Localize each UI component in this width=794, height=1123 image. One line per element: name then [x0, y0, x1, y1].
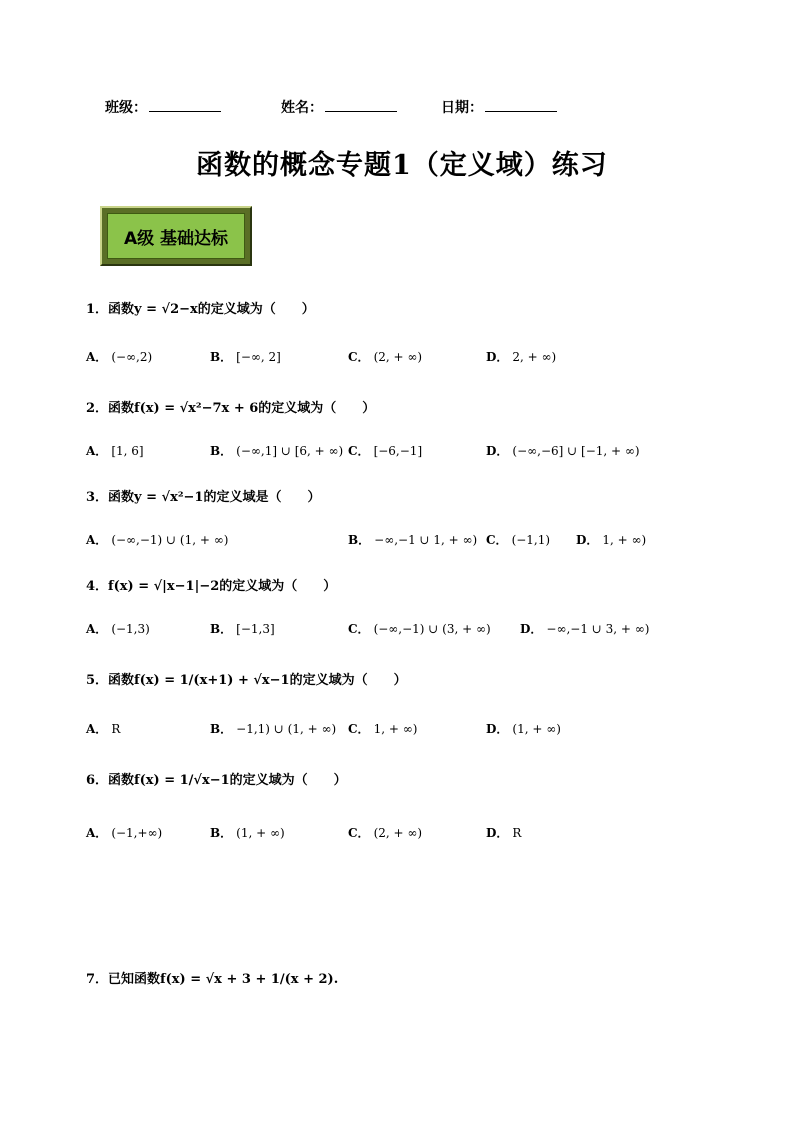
option-text: (−∞,−6] ∪ [−1, + ∞) [512, 444, 640, 458]
question-3-stem: 3．函数y = √x²−1的定义域是（ ） [86, 490, 321, 505]
question-3-option-b [348, 531, 477, 548]
question-6-option-b [210, 824, 285, 841]
option-label: A． [86, 533, 108, 547]
question-4-option-a [86, 620, 150, 637]
question-6-option-c [348, 824, 422, 841]
date-field [441, 97, 557, 117]
question-2-stem: 2．函数f(x) = √x²−7x + 6的定义域为（ ） [86, 401, 376, 416]
option-label: D． [520, 622, 543, 636]
option-label: A． [86, 444, 108, 458]
question-3-option-c [486, 531, 550, 548]
option-text: (−1,1) [511, 533, 551, 547]
question-5-option-d [486, 720, 561, 737]
page-title: 函数的概念专题1（定义域）练习 [196, 150, 608, 181]
option-text: (1, + ∞) [236, 826, 285, 840]
option-label: C． [348, 350, 370, 364]
option-label: B． [210, 350, 233, 364]
question-1-option-d [486, 348, 556, 365]
option-text: 1, + ∞) [373, 722, 418, 736]
question-4-option-d [520, 620, 649, 637]
option-label: A． [86, 350, 108, 364]
date-blank[interactable] [485, 99, 557, 112]
option-text: (2, + ∞) [373, 350, 423, 364]
name-field [281, 97, 397, 117]
question-2-option-c [348, 442, 422, 459]
option-text: (−∞,1] ∪ [6, + ∞) [236, 444, 344, 458]
option-label: D． [486, 826, 509, 840]
question-2-option-d [486, 442, 640, 459]
question-4-option-c [348, 620, 491, 637]
class-blank[interactable] [149, 99, 221, 112]
option-label: D． [486, 722, 509, 736]
option-text: [1, 6] [111, 444, 144, 458]
option-label: D． [486, 444, 509, 458]
option-label: A． [86, 722, 108, 736]
option-text: −1,1) ∪ (1, + ∞) [236, 722, 337, 736]
option-text: 1, + ∞) [602, 533, 647, 547]
option-text: R [111, 722, 121, 736]
question-5-option-c [348, 720, 417, 737]
question-3-option-d [576, 531, 646, 548]
option-label: B． [348, 533, 371, 547]
name-label: 姓名： [281, 100, 323, 116]
question-7-stem: 7．已知函数f(x) = √x + 3 + 1/(x + 2). [86, 972, 339, 987]
option-text: (−1,3) [111, 622, 150, 636]
question-4-option-b [210, 620, 275, 637]
option-label: A． [86, 622, 108, 636]
option-label: B． [210, 826, 233, 840]
option-text: (−∞,2) [111, 350, 153, 364]
question-6-option-d [486, 824, 521, 841]
option-label: B． [210, 622, 233, 636]
option-label: C． [486, 533, 508, 547]
date-label: 日期： [441, 100, 483, 116]
option-label: D． [486, 350, 509, 364]
question-5-option-b [210, 720, 336, 737]
question-1-stem: 1．函数y = √2−x的定义域为（ ） [86, 302, 315, 317]
option-text: −∞,−1 ∪ 3, + ∞) [546, 622, 650, 636]
question-2-option-a [86, 442, 144, 459]
level-badge-label: A级 基础达标 [107, 213, 245, 259]
option-text: (−∞,−1) ∪ (3, + ∞) [373, 622, 491, 636]
option-text: (1, + ∞) [512, 722, 561, 736]
option-text: −∞,−1 ∪ 1, + ∞) [374, 533, 478, 547]
question-2-option-b [210, 442, 343, 459]
option-text: (−1,+∞) [111, 826, 163, 840]
level-badge [100, 206, 252, 266]
class-field [105, 97, 221, 117]
option-label: C． [348, 722, 370, 736]
question-5-option-a [86, 720, 120, 737]
option-label: C． [348, 826, 370, 840]
option-label: A． [86, 826, 108, 840]
question-6-stem: 6．函数f(x) = 1/√x−1的定义域为（ ） [86, 773, 347, 788]
option-label: C． [348, 622, 370, 636]
option-text: [−1,3] [236, 622, 275, 636]
question-5-stem: 5．函数f(x) = 1/(x+1) + √x−1的定义域为（ ） [86, 673, 407, 688]
option-label: C． [348, 444, 370, 458]
option-text: [−∞, 2] [236, 350, 281, 364]
option-text: R [512, 826, 522, 840]
option-label: B． [210, 444, 233, 458]
question-1-option-c [348, 348, 422, 365]
option-label: B． [210, 722, 233, 736]
question-6-option-a [86, 824, 162, 841]
option-text: [−6,−1] [373, 444, 423, 458]
option-label: D． [576, 533, 599, 547]
question-1-option-a [86, 348, 152, 365]
class-label: 班级： [105, 100, 147, 116]
option-text: 2, + ∞) [512, 350, 557, 364]
option-text: (−∞,−1) ∪ (1, + ∞) [111, 533, 229, 547]
question-3-option-a [86, 531, 228, 548]
question-4-stem: 4．f(x) = √|x−1|−2的定义域为（ ） [86, 579, 337, 594]
question-1-option-b [210, 348, 281, 365]
name-blank[interactable] [325, 99, 397, 112]
option-text: (2, + ∞) [373, 826, 423, 840]
